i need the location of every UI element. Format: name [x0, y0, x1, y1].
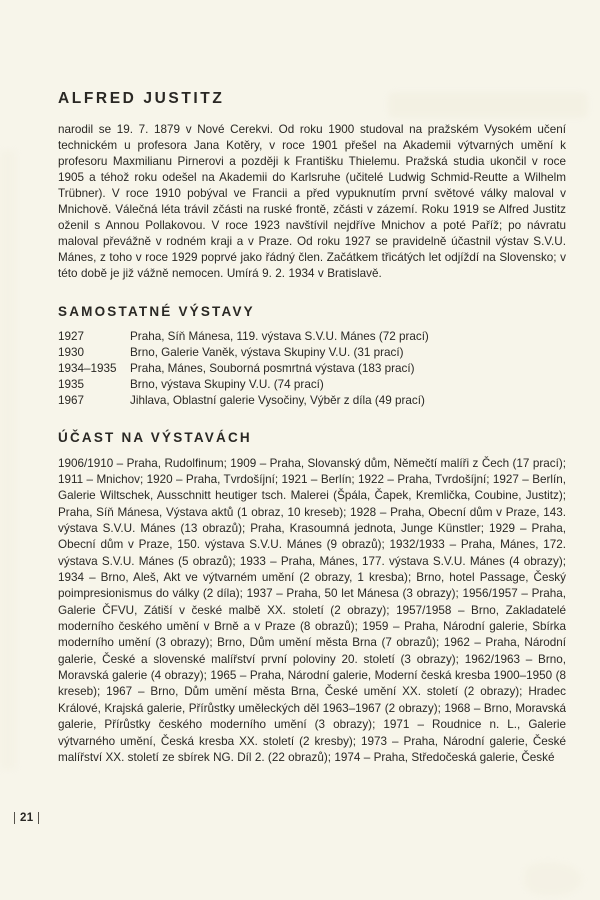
exhibition-description: Brno, výstava Skupiny V.U. (74 prací) — [130, 378, 324, 392]
exhibition-year: 1934–1935 — [58, 362, 117, 376]
biography-paragraph: narodil se 19. 7. 1879 v Nové Cerekvi. Od roku 1900 studoval na pražském Vysokém učení technickém u profesora Jana Kotěry, v roce 1901 přešel na Akademii výtvarných umění k profesoru Maxmilianu Pirnerovi a později k Františku Thielemu. Pražská studia ukončil v roce 1905 a téhož roku odešel na Akademii do Karlsruhe (učitelé Ludwig Schmid-Reutte a Wilhelm Trübner). V roce 1910 pobýval ve Francii a před vypuknutím první světové války maloval v Mnichově. Válečná léta trávil zčásti na ruské frontě, zčásti v zázemí. Roku 1919 se Alfred Justitz oženil s Annou Pollakovou. V roce 1923 navštívil nejdříve Mnichov a poté Paříž; po návratu maloval převážně v rodném kraji a v Praze. Od roku 1927 se pravidelně účastnil výstav S.V.U. Mánes, z toho v roce 1929 poprvé jako řádný člen. Začátkem třicátých let odjíždí na Slovensko; v této době je již vážně nemocen. Umírá 9. 2. 1934 v Bratislavě. — [58, 122, 566, 281]
group-exhibitions-section — [58, 430, 566, 766]
folio-rule-left — [14, 812, 15, 824]
exhibition-description: Brno, Galerie Vaněk, výstava Skupiny V.U. (31 prací) — [130, 346, 404, 360]
paper-showthrough-bottom-right — [524, 862, 582, 896]
paper-edge-shading — [0, 150, 16, 770]
table-row — [58, 393, 566, 409]
exhibition-description: Praha, Mánes, Souborná posmrtná výstava (183 prací) — [130, 362, 415, 376]
biography-section — [58, 122, 566, 282]
table-row — [58, 377, 566, 393]
table-row — [58, 329, 566, 345]
exhibition-description: Praha, Síň Mánesa, 119. výstava S.V.U. Mánes (72 prací) — [130, 330, 429, 344]
table-row — [58, 345, 566, 361]
solo-exhibitions-section — [58, 304, 566, 409]
group-exhibitions-heading: ÚČAST NA VÝSTAVÁCH — [58, 430, 252, 446]
solo-exhibitions-heading: SAMOSTATNÉ VÝSTAVY — [58, 304, 255, 320]
page-title: ALFRED JUSTITZ — [58, 90, 225, 107]
exhibition-year: 1930 — [58, 346, 85, 360]
group-exhibitions-paragraph: 1906/1910 – Praha, Rudolfinum; 1909 – Praha, Slovanský dům, Němečtí malíři z Čech (17 prací); 1911 – Mnichov; 1920 – Praha, Tvrdošíjní; 1921 – Berlín; 1922 – Praha, Tvrdošíjní; 1927 – Berlín, Galerie Wiltschek, Ausschnitt heutiger tsch. Malerei (Špála, Čapek, Kremlička, Coubine, Justitz); Praha, Síň Mánesa, Výstava aktů (1 obraz, 10 kreseb); 1928 – Praha, Obecní dům v Praze, 143. výstava S.V.U. Mánes (13 obrazů); Praha, Krasoumná jednota, Junge Künstler; 1929 – Praha, Obecní dům v Praze, 150. výstava S.V.U. Mánes (9 obrazů); 1932/1933 – Praha, Mánes, 172. výstava S.V.U. Mánes (5 obrazů); 1933 – Praha, Mánes, 177. výstava S.V.U. Mánes (4 obrazy); 1934 – Brno, Aleš, Akt ve výtvarném umění (2 obrazy, 1 kresba); Brno, hotel Passage, Český poimpresionismus do války (2 díla); 1937 – Praha, 50 let Mánesa (3 obrazy); 1956/1957 – Praha, Galerie ČFVU, Zátiší v české malbě XX. století (2 obrazy); 1957/1958 – Brno, Zakladatelé moderního českého umění v Brně a v Praze (8 obrazů); 1959 – Praha, Národní galerie, Sbírka moderního umění (3 obrazy); Brno, Dům umění města Brna (7 obrazů); 1962 – Praha, Národní galerie, České a slovenské malířství první poloviny 20. století (3 obrazy); 1962/1963 – Brno, Moravská galerie (4 obrazy); 1965 – Praha, Národní galerie, Moderní česká kresba 1900–1950 (8 kreseb); 1967 – Brno, Dům umění města Brna, České umění XX. století (2 obrazy); Hradec Králové, Krajská galerie, Přírůstky uměleckých děl 1963–1967 (2 obrazy); 1968 – Brno, Moravská galerie, Přírůstky českého moderního umění (3 obrazy); 1971 – Roudnice n. L., Galerie výtvarného umění, Česká kresba XX. století (2 kresby); 1973 – Praha, Národní galerie, České malířství XX. století ze sbírek NG. Díl 2. (22 obrazů); 1974 – Praha, Středočeská galerie, České — [58, 456, 566, 764]
text-column — [58, 90, 566, 766]
table-row — [58, 361, 566, 377]
solo-exhibitions-table — [58, 329, 566, 409]
exhibition-description: Jihlava, Oblastní galerie Vysočiny, Výběr z díla (49 prací) — [130, 394, 425, 408]
exhibition-year: 1967 — [58, 394, 85, 408]
exhibition-year: 1927 — [58, 330, 85, 344]
page-folio — [14, 812, 39, 824]
page-number: 21 — [20, 812, 34, 824]
exhibition-year: 1935 — [58, 378, 85, 392]
folio-rule-right — [38, 812, 39, 824]
